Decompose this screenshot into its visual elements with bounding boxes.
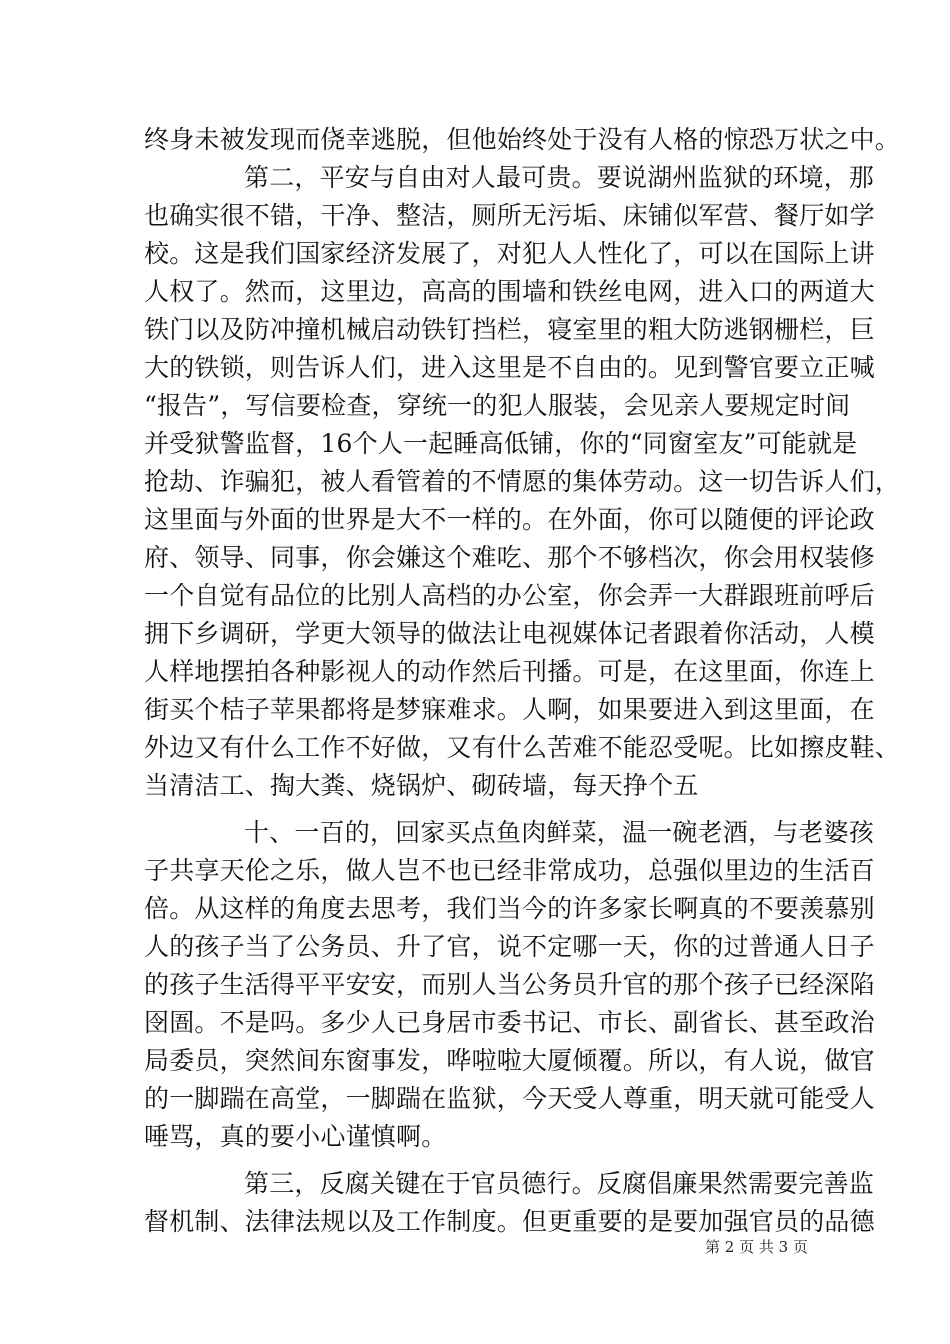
text-line: 人权了。然而，这里边，高高的围墙和铁丝电网，进入口的两道大 — [144, 277, 875, 306]
text-line: 的孩子生活得平平安安，而别人当公务员升官的那个孩子已经深陷 — [144, 970, 875, 999]
text-line: 府、领导、同事，你会嫌这个难吃、那个不够档次，你会用权装修 — [144, 543, 875, 572]
text-line: 囹圄。不是吗。多少人已身居市委书记、市长、副省长、甚至政治 — [144, 1008, 875, 1037]
text-line: 铁门以及防冲撞机械启动铁钉挡栏，寝室里的粗大防逃钢栅栏，巨 — [144, 315, 875, 344]
text-line: 人样地摆拍各种影视人的动作然后刊播。可是，在这里面，你连上 — [144, 657, 875, 686]
text-line: 这里面与外面的世界是大不一样的。在外面，你可以随便的评论政 — [144, 505, 875, 534]
text-line: 也确实很不错，干净、整洁，厕所无污垢、床铺似军营、餐厅如学 — [144, 201, 875, 230]
text-line: 外边又有什么工作不好做，又有什么苦难不能忍受呢。比如擦皮鞋、 — [144, 733, 901, 762]
text-line: 子共享天伦之乐，做人岂不也已经非常成功，总强似里边的生活百 — [144, 856, 875, 885]
paragraph-start-line: 第二，平安与自由对人最可贵。要说湖州监狱的环境，那 — [244, 163, 875, 192]
page-number-footer: 第 2 页 共 3 页 — [705, 1238, 808, 1256]
text-line: 当清洁工、掏大粪、烧锅炉、砌砖墙，每天挣个五 — [144, 771, 699, 800]
text-line: “报告”，写信要检查，穿统一的犯人服装，会见亲人要规定时间 — [144, 391, 851, 420]
text-line: 并受狱警监督，16个人一起睡高低铺，你的“同窗室友”可能就是 — [144, 429, 858, 458]
text-line: 一个自觉有品位的比别人高档的办公室，你会弄一大群跟班前呼后 — [144, 581, 875, 610]
text-line: 的一脚踹在高堂，一脚踹在监狱，今天受人尊重，明天就可能受人 — [144, 1084, 875, 1113]
text-line: 终身未被发现而侥幸逃脱，但他始终处于没有人格的惊恐万状之中。 — [144, 125, 901, 154]
text-line: 局委员，突然间东窗事发，哗啦啦大厦倾覆。所以，有人说，做官 — [144, 1046, 875, 1075]
text-line: 校。这是我们国家经济发展了，对犯人人性化了，可以在国际上讲 — [144, 239, 875, 268]
text-line: 街买个桔子苹果都将是梦寐难求。人啊，如果要进入到这里面，在 — [144, 695, 875, 724]
paragraph-start-line: 第三，反腐关键在于官员德行。反腐倡廉果然需要完善监 — [244, 1169, 875, 1198]
text-line: 拥下乡调研，学更大领导的做法让电视媒体记者跟着你活动，人模 — [144, 619, 875, 648]
text-line: 大的铁锁，则告诉人们，进入这里是不自由的。见到警官要立正喊 — [144, 353, 875, 382]
text-line: 人的孩子当了公务员、升了官，说不定哪一天，你的过普通人日子 — [144, 932, 875, 961]
text-line: 抢劫、诈骗犯，被人看管着的不情愿的集体劳动。这一切告诉人们， — [144, 467, 901, 496]
paragraph-start-line: 十、一百的，回家买点鱼肉鲜菜，温一碗老酒，与老婆孩 — [244, 818, 875, 847]
text-line: 倍。从这样的角度去思考，我们当今的许多家长啊真的不要羡慕别 — [144, 894, 875, 923]
text-line: 督机制、法律法规以及工作制度。但更重要的是要加强官员的品德 — [144, 1207, 875, 1236]
text-line: 唾骂，真的要小心谨慎啊。 — [144, 1122, 447, 1151]
